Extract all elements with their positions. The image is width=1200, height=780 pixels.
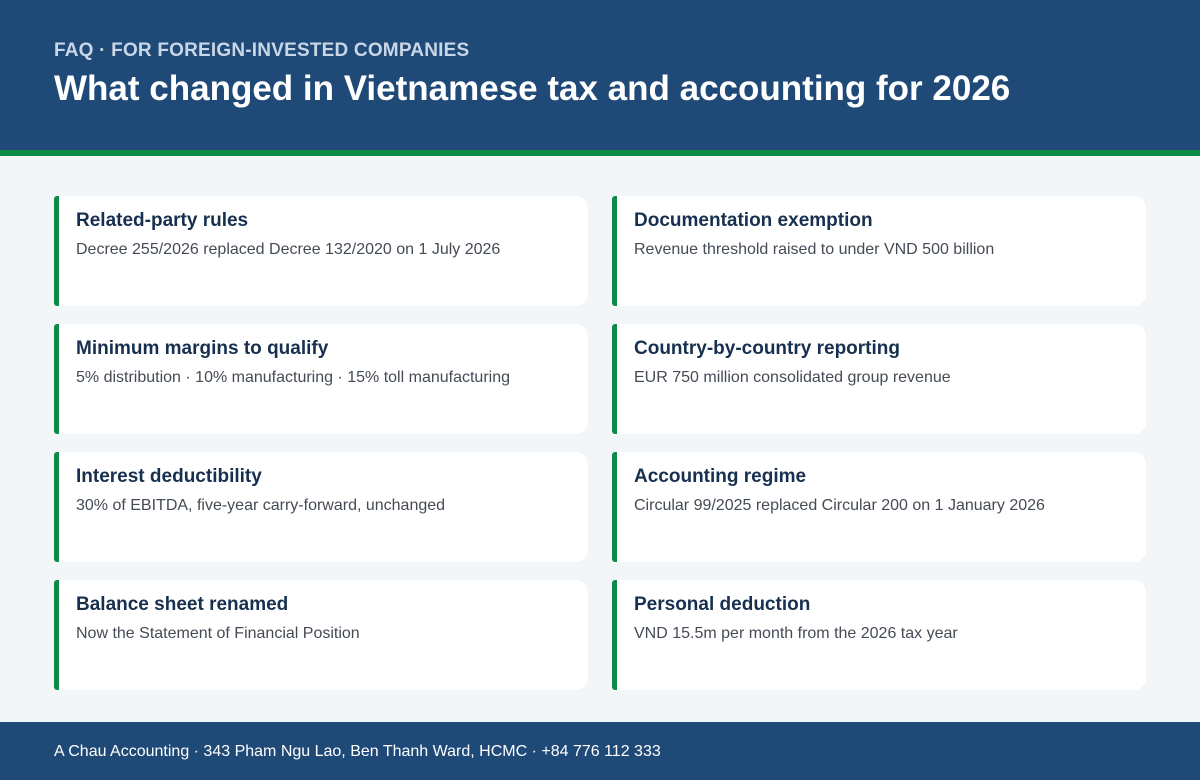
card-body: EUR 750 million consolidated group revenue [634, 369, 951, 386]
card-body: Now the Statement of Financial Position [76, 625, 360, 642]
faq-card-grid [54, 196, 1146, 690]
card-title: Minimum margins to qualify [76, 338, 329, 359]
card-title: Personal deduction [634, 594, 811, 615]
header-eyebrow: FAQ · FOR FOREIGN-INVESTED COMPANIES [54, 40, 470, 61]
card-title: Balance sheet renamed [76, 594, 289, 615]
faq-card-minimum-margins [54, 324, 588, 434]
card-body: 30% of EBITDA, five-year carry-forward, unchanged [76, 497, 446, 514]
faq-card-related-party-rules [54, 196, 588, 306]
card-title: Accounting regime [634, 466, 807, 487]
faq-card-accounting-regime [612, 452, 1146, 562]
card-body: VND 15.5m per month from the 2026 tax year [634, 625, 958, 642]
footer-contact: A Chau Accounting · 343 Pham Ngu Lao, Ben Thanh Ward, HCMC · +84 776 112 333 [54, 743, 661, 760]
card-title: Interest deductibility [76, 466, 262, 487]
card-title: Documentation exemption [634, 210, 873, 231]
card-body: Circular 99/2025 replaced Circular 200 on 1 January 2026 [634, 497, 1045, 514]
card-title: Related-party rules [76, 210, 249, 231]
faq-card-balance-sheet [54, 580, 588, 690]
page-footer [0, 722, 1200, 780]
page-header [0, 0, 1200, 150]
page-title: What changed in Vietnamese tax and accounting for 2026 [54, 69, 1011, 108]
card-body: Revenue threshold raised to under VND 500 billion [634, 241, 995, 258]
faq-card-country-by-country [612, 324, 1146, 434]
card-body: Decree 255/2026 replaced Decree 132/2020 on 1 July 2026 [76, 241, 501, 258]
faq-card-personal-deduction [612, 580, 1146, 690]
header-divider [0, 150, 1200, 156]
faq-card-documentation-exemption [612, 196, 1146, 306]
card-title: Country-by-country reporting [634, 338, 900, 359]
card-body: 5% distribution · 10% manufacturing · 15% toll manufacturing [76, 369, 510, 386]
faq-card-interest-deductibility [54, 452, 588, 562]
